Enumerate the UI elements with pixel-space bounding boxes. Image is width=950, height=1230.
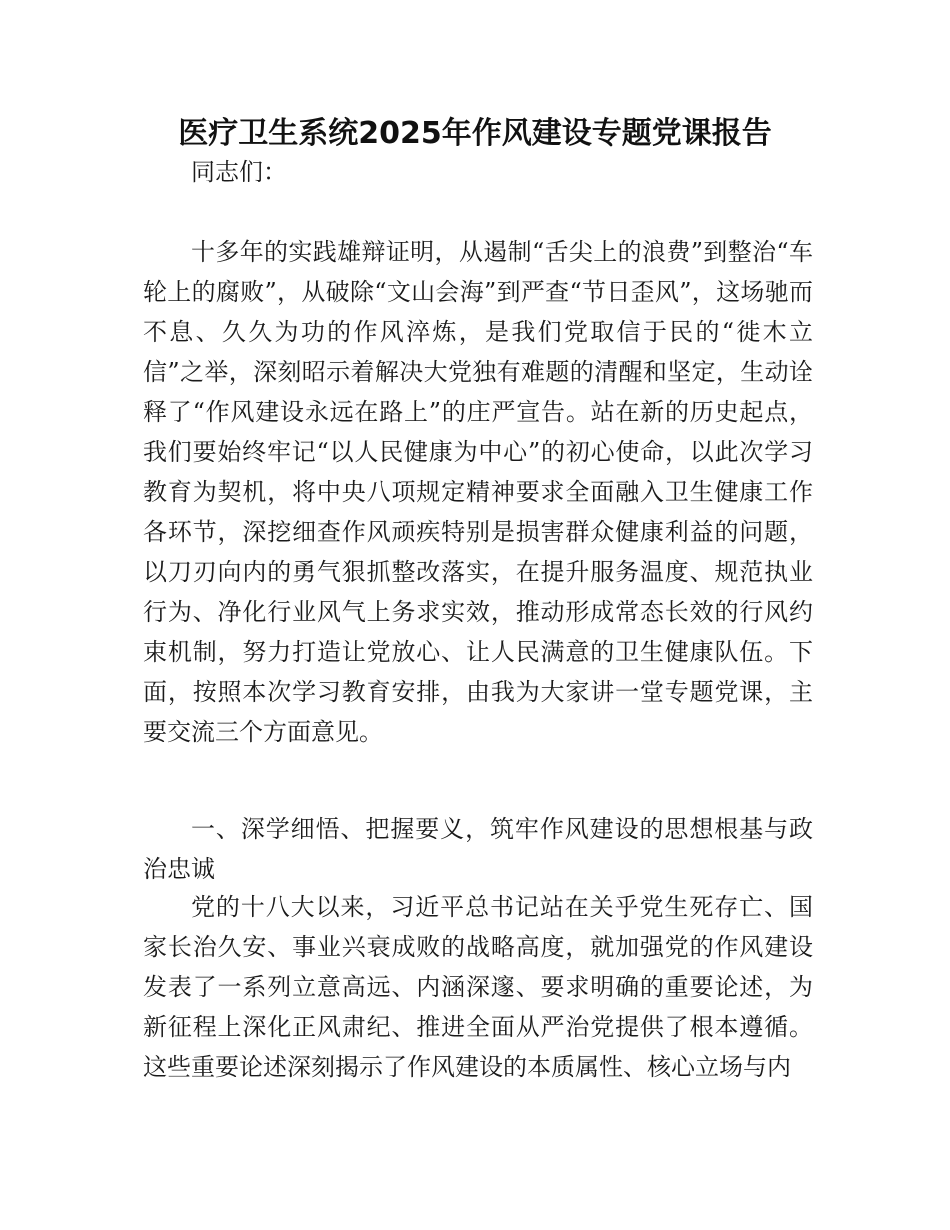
section-heading-1: 一、深学细悟、把握要义，筑牢作风建设的思想根基与政治忠诚: [143, 815, 813, 883]
paragraph-section-1: 党的十八大以来，习近平总书记站在关乎党生死存亡、国家长治久安、事业兴衰成败的战略高度，就加强党的作风建设发表了一系列立意高远、内涵深邃、要求明确的重要论述，为新征程上深化正风肃纪、推进全面从严治党提供了根本遵循。这些重要论述深刻揭示了作风建设的本质属性、核心立场与内: [143, 893, 813, 1081]
greeting: 同志们：: [191, 158, 287, 186]
document-title: 医疗卫生系统2025年作风建设专题党课报告: [178, 116, 772, 151]
paragraph-intro: 十多年的实践雄辩证明，从遏制“舌尖上的浪费”到整治“车轮上的腐败”，从破除“文山会海”到严查“节日歪风”，这场驰而不息、久久为功的作风淬炼，是我们党取信于民的“徙木立信”之举，深刻昭示着解决大党独有难题的清醒和坚定，生动诠释了“作风建设永远在路上”的庄严宣告。站在新的历史起点，我们要始终牢记“以人民健康为中心”的初心使命，以此次学习教育为契机，将中央八项规定精神要求全面融入卫生健康工作各环节，深挖细查作风顽疾特别是损害群众健康利益的问题，以刀刃向内的勇气狠抓整改落实，在提升服务温度、规范执业行为、净化行业风气上务求实效，推动形成常态长效的行风约束机制，努力打造让党放心、让人民满意的卫生健康队伍。下面，按照本次学习教育安排，由我为大家讲一堂专题党课，主要交流三个方面意见。: [143, 238, 813, 746]
